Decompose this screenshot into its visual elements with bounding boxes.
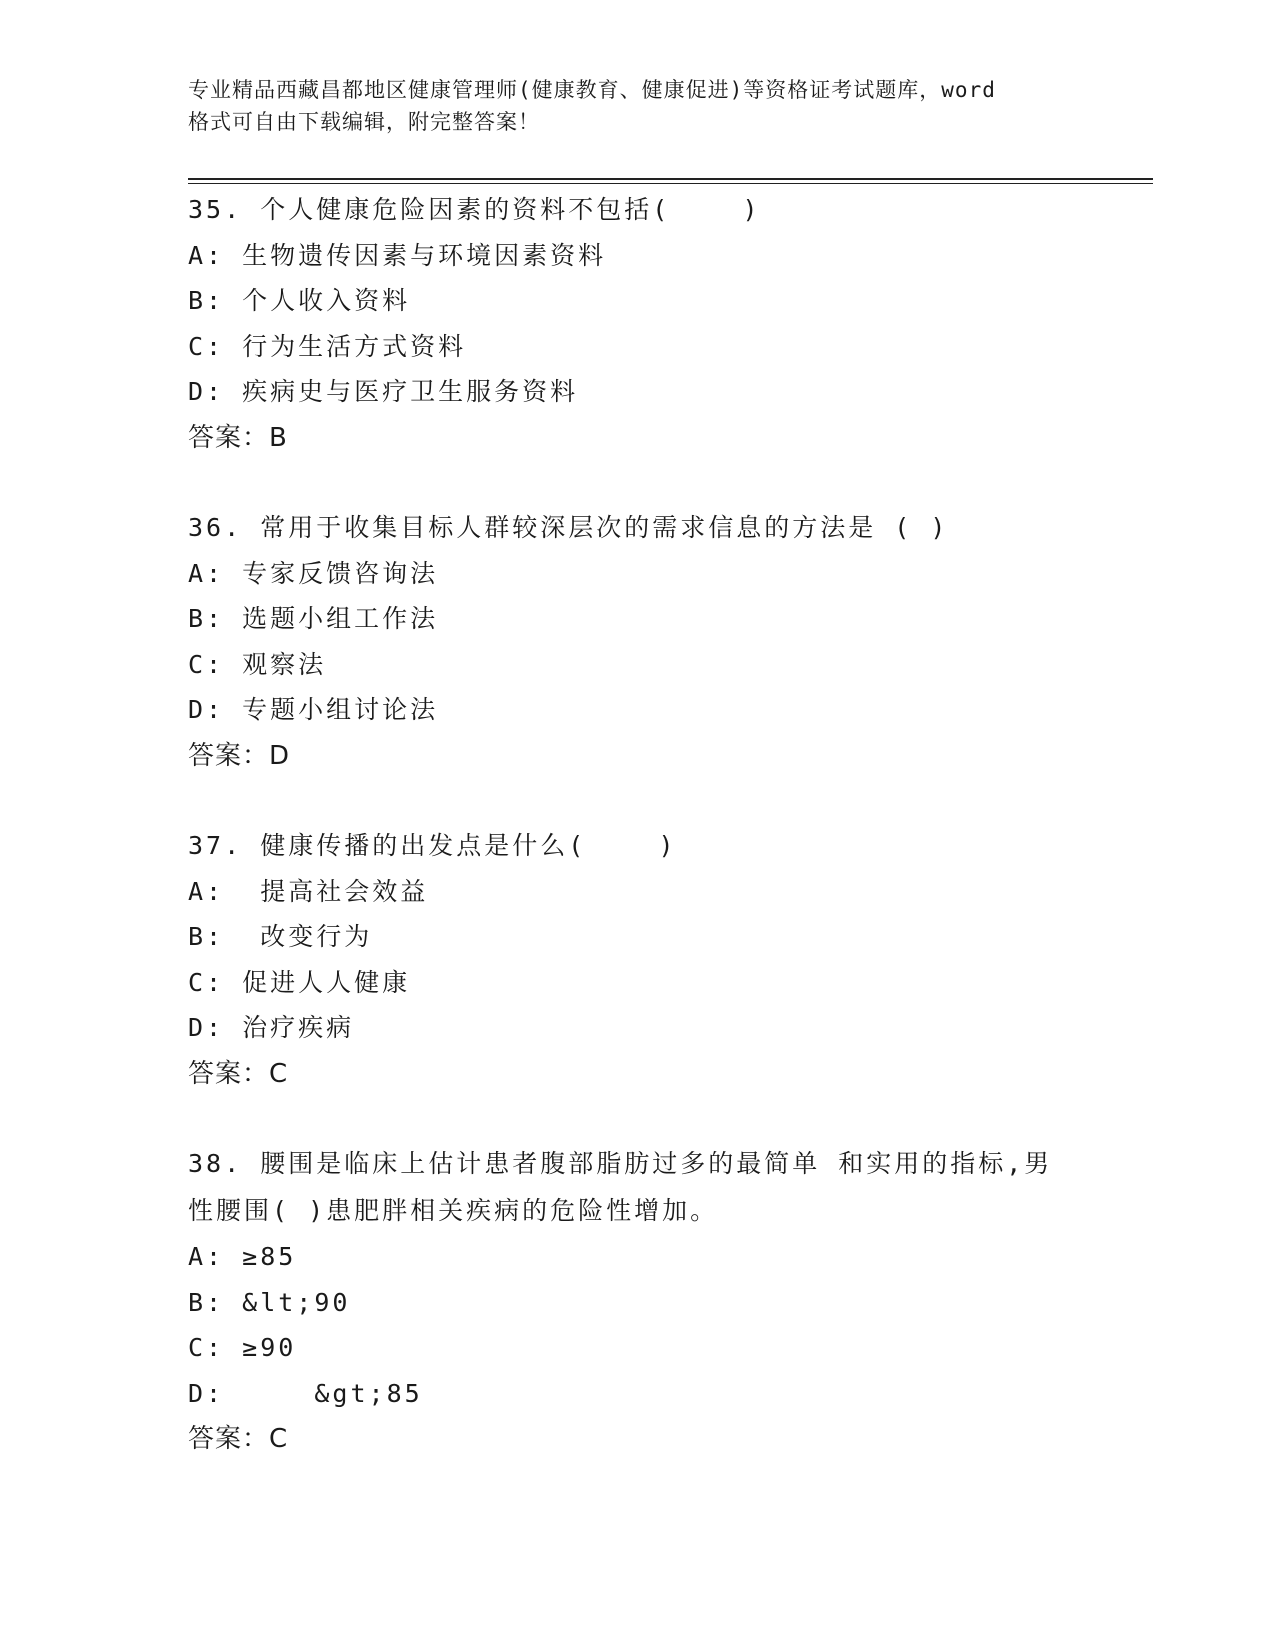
answer: 答案：C [188,1424,289,1454]
option-a: A: 专家反馈咨询法 [188,558,439,588]
question-36 [188,505,1138,779]
option-d: D: &gt;85 [188,1378,423,1408]
option-d: D: 疾病史与医疗卫生服务资料 [188,377,579,406]
document-header [188,74,1108,138]
option-c: C: 行为生活方式资料 [188,331,467,361]
answer: 答案：D [188,740,291,771]
option-b: B: 改变行为 [188,922,373,951]
option-a: A: 生物遗传因素与环境因素资料 [188,240,607,270]
question-stem: 35. 个人健康危险因素的资料不包括( ) [188,195,761,224]
option-c: C: 观察法 [188,649,327,679]
option-b: B: &lt;90 [188,1287,351,1317]
option-a: A: 提高社会效益 [188,876,429,906]
option-c: C: 促进人人健康 [188,967,411,997]
option-c: C: ≥90 [188,1333,297,1362]
answer: 答案：C [188,1058,289,1089]
question-stem: 36. 常用于收集目标人群较深层次的需求信息的方法是 ( ) [188,513,949,542]
option-a: A: ≥85 [188,1242,297,1271]
question-stem: 37. 健康传播的出发点是什么( ) [188,831,677,860]
header-line-2: 格式可自由下载编辑，附完整答案！ [188,110,540,134]
question-38 [188,1140,1138,1462]
header-divider [188,178,1153,180]
option-b: B: 选题小组工作法 [188,604,439,633]
header-line-1: 专业精品西藏昌都地区健康管理师(健康教育、健康促进)等资格证考试题库，word [188,78,996,102]
header-divider-thin [188,183,1153,184]
answer: 答案：B [188,422,288,453]
option-b: B: 个人收入资料 [188,286,411,315]
option-d: D: 治疗疾病 [188,1013,355,1042]
question-35 [188,187,1138,461]
question-stem: 38. 腰围是临床上估计患者腹部脂肪过多的最简单 和实用的指标,男性腰围( )患肥胖相关疾病的危险性增加。 [188,1149,1053,1225]
question-37 [188,823,1138,1097]
option-d: D: 专题小组讨论法 [188,695,439,724]
